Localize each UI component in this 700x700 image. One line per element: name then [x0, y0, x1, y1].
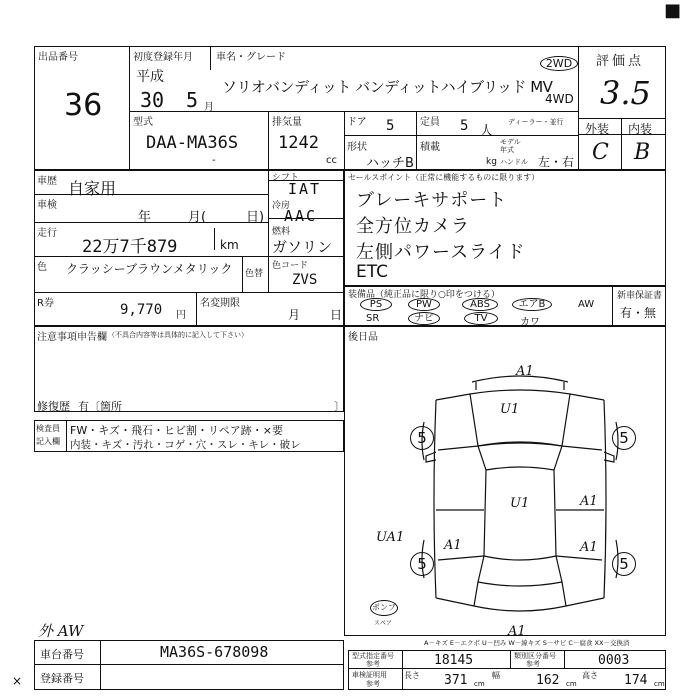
- load-label: 積載: [420, 142, 440, 153]
- damage-mark: A1: [516, 364, 534, 379]
- sales-item: 左側パワースライド: [356, 242, 526, 263]
- repair-value: 有〔箇所: [78, 400, 122, 413]
- dealer-label: ディーラー・並行: [508, 118, 564, 126]
- ext-label: 外装: [585, 122, 610, 136]
- repair-label: 修復歴: [37, 400, 70, 413]
- equip-abs: ABS: [462, 298, 498, 311]
- type-label: 型式指定番号: [352, 652, 394, 660]
- capacity-unit: 人: [480, 124, 494, 139]
- shaken-month: 月(: [188, 210, 207, 225]
- equip-leather: カワ: [520, 317, 540, 328]
- warranty-value: 有・無: [620, 306, 657, 320]
- color-code: ZVS: [292, 272, 318, 288]
- color-code-label2: 色替: [245, 269, 264, 279]
- name-label: 車名・グレード: [216, 52, 286, 63]
- damage-mark: A1: [580, 540, 598, 555]
- fuel-value: ガソリン: [272, 238, 333, 256]
- chassis-label: 車台番号: [40, 648, 84, 661]
- height-label: 高さ: [582, 671, 598, 680]
- cooling-label: 冷房: [272, 201, 291, 211]
- first-reg-month-unit: 月: [204, 102, 214, 113]
- after-label: 後日品: [348, 332, 378, 343]
- damage-mark-circled: 5: [410, 552, 434, 576]
- first-reg-month: 5: [186, 88, 199, 112]
- int-label: 内装: [628, 122, 653, 136]
- rights-day: 日: [330, 308, 343, 322]
- color-code-label: 色コード: [272, 261, 309, 271]
- cooling-value: AAC: [284, 207, 318, 225]
- handwritten-note: 外 AW: [38, 622, 84, 640]
- damage-mark-circled: 5: [410, 426, 434, 450]
- handle-year-label: 年式: [500, 146, 514, 154]
- equip-sr: SR: [366, 313, 380, 324]
- damage-mark-circled: 5: [612, 552, 636, 576]
- type-value: 18145: [434, 653, 474, 668]
- damage-mark: U1: [510, 496, 530, 511]
- length-label: 長さ: [404, 671, 420, 680]
- rights-month: 月: [288, 308, 301, 322]
- damage-legend: A－キズ E－エクボ U－凹み W－線キズ S－サビ C－腐食 XX－交換済: [424, 639, 630, 647]
- damage-mark: UA1: [376, 530, 405, 545]
- disp-value: 1242: [278, 133, 319, 153]
- inspector-line1: FW・キズ・飛石・ヒビ割・リペア跡・×要: [70, 424, 283, 437]
- score-value: 3.5: [600, 74, 651, 112]
- shaken-label: 車検: [37, 200, 57, 211]
- damage-mark: A1: [508, 624, 526, 639]
- handle-value: 左・右: [538, 155, 575, 169]
- notes-label: 注意事項申告欄: [37, 332, 107, 343]
- recycle-value: 9,770: [120, 302, 163, 318]
- first-reg-year: 30: [140, 88, 165, 112]
- shaken-day: 日): [246, 210, 265, 225]
- score-label: 評価点: [596, 54, 645, 69]
- history-value: 自家用: [68, 179, 117, 198]
- lot-label: 出品番号: [38, 52, 78, 63]
- mileage-value: 22万7千879: [82, 237, 178, 257]
- capacity-value: 5: [460, 118, 469, 134]
- recycle-label: R券: [37, 298, 54, 309]
- length-unit: cm: [474, 680, 485, 688]
- sales-item: ブレーキサポート: [356, 190, 508, 211]
- ext-grade: C: [592, 140, 609, 165]
- model-dash: -: [212, 155, 216, 166]
- door-label: ドア: [347, 117, 367, 128]
- damage-mark: A1: [444, 538, 462, 553]
- car-damage-diagram: [380, 360, 660, 630]
- spare-pump: ポンプ: [370, 600, 398, 616]
- capacity-label: 定員: [420, 117, 440, 128]
- equip-label: 装備品（純正品に限り○印をつける）: [348, 290, 500, 300]
- inspector-line2: 内装・キズ・汚れ・コゲ・穴・スレ・キレ・破レ: [70, 439, 301, 451]
- shape-label: 形状: [347, 142, 367, 153]
- first-reg-era: 平成: [136, 69, 164, 85]
- disp-unit: cc: [326, 155, 337, 166]
- notes-sub: （不具合内容等は具体的に記入して下さい）: [108, 331, 248, 339]
- damage-mark: A1: [580, 494, 598, 509]
- disp-label: 排気量: [272, 117, 302, 128]
- shift-value: IAT: [288, 180, 322, 198]
- lot-number: 36: [64, 88, 103, 123]
- cert-label: 車検証明用: [352, 671, 387, 679]
- equip-ps: PS: [360, 298, 392, 311]
- class-label: 類別区分番号: [514, 652, 556, 660]
- shape-value: ハッチB: [366, 156, 414, 171]
- handle-model-label: モデル: [500, 138, 521, 146]
- int-grade: B: [634, 140, 651, 165]
- equip-airbag: エアB: [512, 298, 552, 311]
- chassis-value: MA36S-678098: [160, 643, 269, 661]
- length-value: 371: [444, 673, 468, 688]
- model-value: DAA-MA36S: [146, 133, 239, 153]
- history-label: 車歴: [37, 176, 57, 187]
- shift-label: シフト: [272, 173, 300, 183]
- damage-mark-circled: 5: [612, 426, 636, 450]
- equip-tv: TV: [464, 312, 498, 325]
- reg-no-label: 登録番号: [40, 672, 84, 685]
- corner-mark: ■: [664, 0, 682, 21]
- mileage-unit: km: [220, 238, 239, 252]
- color-value: クラッシーブラウンメタリック: [66, 262, 233, 276]
- class-value: 0003: [598, 653, 630, 668]
- mileage-label: 走行: [37, 228, 57, 239]
- type-sub: 参考: [366, 660, 380, 668]
- model-label: 型式: [133, 117, 153, 128]
- shaken-year: 年: [138, 210, 152, 225]
- recycle-unit: 円: [176, 310, 186, 321]
- sales-item: 全方位カメラ: [356, 216, 470, 237]
- inspector-label1: 検査員: [36, 424, 60, 433]
- width-unit: cm: [566, 680, 577, 688]
- repair-close: 〕: [334, 400, 345, 413]
- height-value: 174: [624, 673, 648, 688]
- first-reg-label: 初度登録年月: [133, 52, 193, 63]
- load-unit: kg: [486, 157, 497, 167]
- width-value: 162: [536, 673, 560, 688]
- drive-4wd: 4WD: [545, 92, 574, 106]
- warranty-label: 新車保証書: [617, 291, 663, 301]
- damage-mark: U1: [500, 402, 520, 417]
- equip-navi: ナビ: [408, 312, 440, 325]
- rights-label: 名変期限: [200, 298, 240, 309]
- drive-2wd-circled: 2WD: [540, 56, 578, 71]
- sales-item: ETC: [356, 262, 388, 282]
- color-label: 色: [37, 262, 47, 273]
- fuel-label: 燃料: [272, 227, 291, 237]
- cert-sub: 参考: [366, 680, 380, 688]
- door-value: 5: [386, 118, 395, 134]
- reg-no-mark: ×: [12, 674, 23, 688]
- handle-label: ハンドル: [500, 158, 528, 166]
- height-unit: cm: [654, 680, 665, 688]
- inspector-label2: 記入欄: [36, 437, 60, 446]
- class-sub: 参考: [526, 660, 540, 668]
- equip-pw: PW: [408, 298, 440, 311]
- equip-aw: AW: [578, 299, 595, 310]
- spare-sub: スペア: [374, 620, 393, 627]
- sales-label: セールスポイント（正常に機能するものに限ります）: [348, 173, 540, 182]
- vehicle-name: ソリオバンディット バンディットハイブリッド MV: [222, 78, 553, 96]
- width-label: 幅: [492, 671, 500, 680]
